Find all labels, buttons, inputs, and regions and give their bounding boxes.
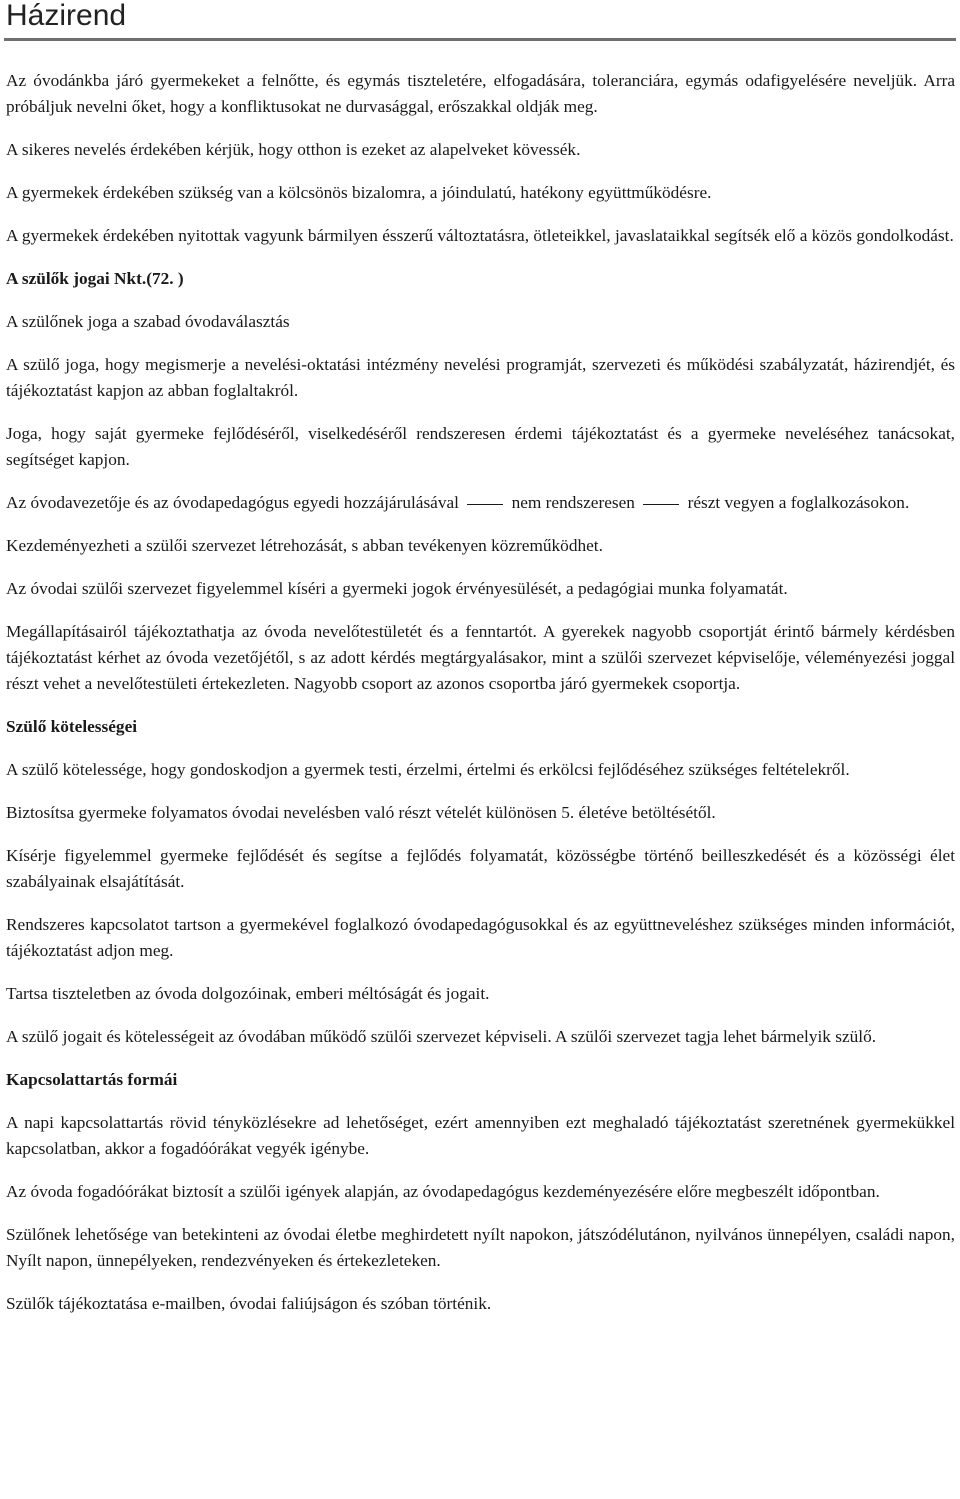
duties-paragraph: Rendszeres kapcsolatot tartson a gyermekével foglalkozó óvodapedagógusokkal és az együttneveléshez szükséges minden információt, tájékoztatást adjon meg.: [6, 915, 955, 960]
intro-paragraph: A sikeres nevelés érdekében kérjük, hogy otthon is ezeket az alapelveket kövessék.: [6, 140, 581, 159]
section-heading-parent-rights: A szülők jogai Nkt.(72. ): [6, 269, 184, 288]
rights-paragraph: Az óvodai szülői szervezet figyelemmel kíséri a gyermeki jogok érvényesülését, a pedagógiai munka folyamatát.: [6, 579, 788, 598]
contact-paragraph: Az óvoda fogadóórákat biztosít a szülői igények alapján, az óvodapedagógus kezdeményezésére előre megbeszélt időpontban.: [6, 1182, 880, 1201]
section-heading-contact: Kapcsolattartás formái: [6, 1070, 178, 1089]
contact-paragraph: A napi kapcsolattartás rövid tényközlésekre ad lehetőséget, ezért amennyiben ezt meghaladó tájékoztatást szeretnének gyermekükkel kapcsolatban, akkor a fogadóórákat vegyék igénybe.: [6, 1113, 955, 1158]
rights-paragraph: Joga, hogy saját gyermeke fejlődéséről, viselkedéséről rendszeresen érdemi tájékoztatást és a gyermeke neveléséhez tanácsokat, segítséget kapjon.: [6, 424, 955, 469]
rights-paragraph: Kezdeményezheti a szülői szervezet létrehozását, s abban tevékenyen közreműködhet.: [6, 536, 603, 555]
duties-paragraph: A szülő jogait és kötelességeit az óvodában működő szülői szervezet képviseli. A szülői szervezet tagja lehet bármelyik szülő.: [6, 1027, 877, 1046]
contact-paragraph: Szülők tájékoztatása e-mailben, óvodai faliújságon és szóban történik.: [6, 1294, 492, 1313]
duties-paragraph: Tartsa tiszteletben az óvoda dolgozóinak, emberi méltóságát és jogait.: [6, 984, 490, 1003]
section-heading-parent-duties: Szülő kötelességei: [6, 717, 138, 736]
rights-paragraph: [6, 490, 955, 516]
rights-paragraph-part: nem rendszeresen: [511, 493, 635, 512]
contact-paragraph: Szülőnek lehetősége van betekinteni az óvodai életbe meghirdetett nyílt napokon, játszódélutánon, nyilvános ünnepélyen, családi napon, Nyílt napon, ünnepélyeken, rendezvényeken és értekezleteken.: [6, 1225, 955, 1270]
rights-paragraph-part: részt vegyen a foglalkozásokon.: [687, 493, 910, 512]
page-title: Házirend: [6, 0, 127, 32]
intro-paragraph: Az óvodánkba járó gyermekeket a felnőtte, és egymás tiszteletére, elfogadására, toleranciára, egymás odafigyelésére neveljük. Arra próbáljuk nevelni őket, hogy a konfliktusokat ne durvasággal, erőszakkal oldják meg.: [6, 71, 955, 116]
duties-paragraph: Kísérje figyelemmel gyermeke fejlődését és segítse a fejlődés folyamatát, közösségbe történő beilleszkedését és a közösségi élet szabályainak elsajátítását.: [6, 846, 955, 891]
dash-divider: [643, 504, 679, 505]
dash-divider: [467, 504, 503, 505]
rights-paragraph: Megállapításairól tájékoztathatja az óvoda nevelőtestületét és a fenntartót. A gyerekek nagyobb csoportját érintő bármely kérdésben tájékoztatást kérhet az óvoda vezetőjétől, s az adott kérdés megtárgyalásakor, mint a szülői szervezet képviselője, véleményezési joggal részt vehet a nevelőtestületi értekezleten. Nagyobb csoport az azonos csoportba járó gyermekek csoportja.: [6, 622, 955, 693]
duties-paragraph: A szülő kötelessége, hogy gondoskodjon a gyermek testi, érzelmi, értelmi és erkölcsi fejlődéséhez szükséges feltételekről.: [6, 760, 850, 779]
rights-paragraph: A szülőnek joga a szabad óvodaválasztás: [6, 312, 290, 331]
intro-paragraph: A gyermekek érdekében nyitottak vagyunk bármilyen ésszerű változtatásra, ötleteikkel, javaslataikkal segítsék elő a közös gondolkodást.: [6, 226, 954, 245]
title-divider: [4, 38, 956, 41]
intro-paragraph: A gyermekek érdekében szükség van a kölcsönös bizalomra, a jóindulatú, hatékony együttműködésre.: [6, 183, 712, 202]
duties-paragraph: Biztosítsa gyermeke folyamatos óvodai nevelésben való részt vételét különösen 5. életéve betöltésétől.: [6, 803, 716, 822]
document-body: [6, 68, 955, 1334]
rights-paragraph: A szülő joga, hogy megismerje a nevelési-oktatási intézmény nevelési programját, szervezeti és működési szabályzatát, házirendjét, és tájékoztatást kapjon az abban foglaltakról.: [6, 355, 955, 400]
rights-paragraph-part: Az óvodavezetője és az óvodapedagógus egyedi hozzájárulásával: [6, 493, 459, 512]
